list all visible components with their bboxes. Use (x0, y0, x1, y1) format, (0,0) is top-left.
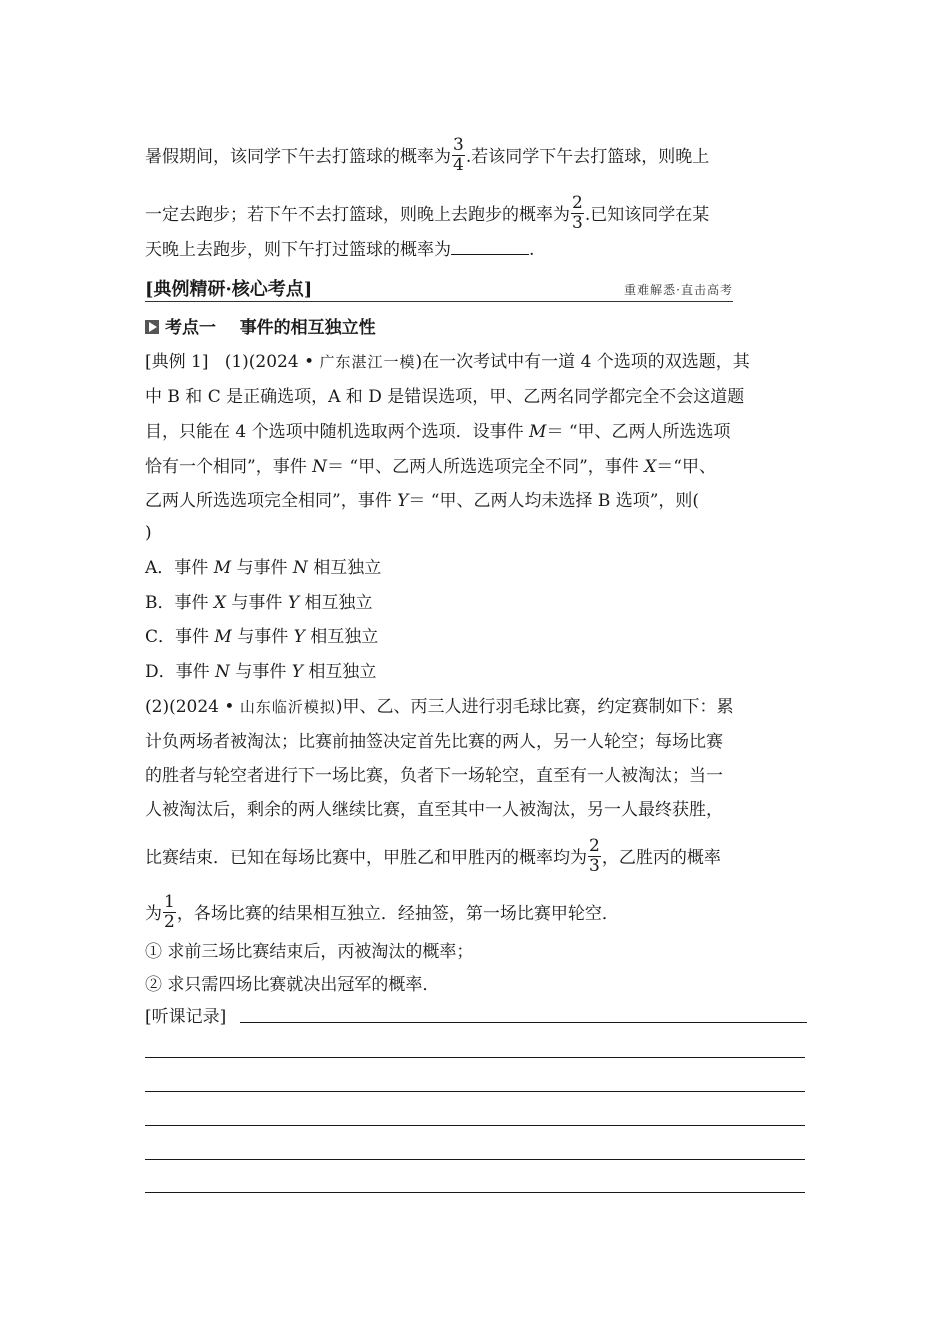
text: 计负两场者被淘汰；比赛前抽签决定首先比赛的两人，另一人轮空；每场比赛 (145, 732, 723, 752)
text: 相互独立 (299, 593, 373, 613)
text: 乙两人所选选项完全相同”，事件 (145, 491, 398, 511)
fraction (452, 136, 465, 175)
text: 天晚上去跑步，则下午打过篮球的概率为 (145, 240, 451, 260)
example-p2-line-1 (145, 695, 733, 719)
text: 与事件 (226, 593, 288, 613)
text: ) (145, 523, 152, 543)
example-line-2 (145, 385, 744, 409)
text: ＝ “甲、乙两人所选选项 (546, 422, 731, 442)
fraction-numerator: 1 (164, 892, 175, 912)
notes-line-2[interactable] (145, 1091, 805, 1092)
text: ＝“甲、 (656, 457, 716, 477)
variable: Y (287, 593, 300, 613)
fraction (588, 837, 601, 876)
fraction-numerator: 2 (589, 836, 600, 856)
variable: Y (293, 627, 305, 647)
example-p2-line-4 (145, 798, 723, 822)
text: 一定去跑步；若下午不去打篮球，则晚上去跑步的概率为 (145, 205, 570, 225)
text: .若该同学下午去打篮球，则晚上 (465, 147, 710, 167)
intro-line-1 (145, 135, 710, 177)
text: 中 B 和 C 是正确选项，A 和 D 是错误选项，甲、乙两名同学都完全不会这道题 (145, 387, 745, 407)
variable: Y (397, 491, 409, 511)
play-icon (145, 320, 159, 334)
text: ＝ “甲、乙两人均未选择 B 选项”，则( (408, 491, 700, 511)
answer-blank (451, 238, 529, 255)
text: (1)(2024 • (224, 352, 320, 372)
fraction-denominator: 2 (164, 912, 175, 932)
example-p2-line-3 (145, 764, 723, 788)
source-label: 山东临沂模拟 (239, 698, 336, 716)
fraction-denominator: 4 (453, 155, 464, 175)
text: 相互独立 (304, 627, 379, 647)
variable: Y (291, 662, 303, 682)
example-p2-line-2 (145, 730, 723, 754)
fraction-denominator: 3 (572, 213, 583, 233)
example-tag: [典例 1] (145, 352, 209, 372)
notes-line-0[interactable] (240, 1022, 807, 1023)
example-line-4 (145, 455, 716, 479)
text: ② 求只需四场比赛就决出冠军的概率． (145, 975, 440, 995)
text: 与事件 (231, 627, 294, 647)
text: .已知该同学在某 (584, 205, 710, 225)
fraction (571, 194, 584, 233)
kaodian-heading (145, 316, 376, 340)
variable: X (644, 457, 657, 477)
example-p2-line-6 (145, 892, 619, 934)
text: C．事件 (145, 627, 215, 647)
notes-line-3[interactable] (145, 1125, 805, 1126)
text: A．事件 (145, 558, 214, 578)
fraction-numerator: 3 (453, 135, 464, 155)
option-a (145, 556, 381, 580)
text: D．事件 (145, 662, 216, 682)
kaodian-title: 事件的相互独立性 (239, 318, 376, 338)
option-b (145, 591, 372, 615)
variable: X (213, 593, 227, 613)
text: B．事件 (145, 593, 214, 613)
notes-line-4[interactable] (145, 1159, 805, 1160)
text: 恰有一个相同”，事件 (145, 457, 313, 477)
variable: M (213, 558, 232, 578)
example-line-5 (145, 489, 699, 513)
text: 与事件 (229, 662, 292, 682)
text: ，各场比赛的结果相互独立．经抽签，第一场比赛甲轮空． (176, 904, 619, 924)
text: )在一次考试中有一道 4 个选项的双选题，其 (415, 352, 750, 372)
text: 人被淘汰后，剩余的两人继续比赛，直至其中一人被淘汰，另一人最终获胜， (145, 800, 723, 820)
text: 暑假期间，该同学下午去打篮球的概率为 (145, 147, 451, 167)
example-p2-line-5 (145, 836, 721, 878)
kaodian-label: 考点一 (165, 318, 216, 338)
example-line-6 (145, 521, 152, 545)
intro-line-3 (145, 238, 534, 262)
fraction-denominator: 3 (589, 856, 600, 876)
section-header (145, 273, 733, 302)
text: ，乙胜丙的概率 (601, 848, 721, 868)
option-d (145, 660, 376, 684)
section-title: [典例精研·核心考点] (145, 279, 313, 300)
notes-line-5[interactable] (145, 1192, 805, 1193)
text: 比赛结束．已知在每场比赛中，甲胜乙和甲胜丙的概率均为 (145, 848, 587, 868)
text: ① 求前三场比赛结束后，丙被淘汰的概率； (145, 942, 474, 962)
text: . (529, 240, 535, 260)
variable: M (529, 422, 547, 442)
text: 相互独立 (307, 558, 382, 578)
variable: M (214, 627, 232, 647)
variable: N (312, 457, 327, 477)
text: 与事件 (231, 558, 293, 578)
text: 相互独立 (302, 662, 377, 682)
intro-line-2 (145, 193, 710, 235)
notes-label (145, 1005, 226, 1029)
source-label: 广东湛江一模 (319, 353, 416, 371)
question-1 (145, 940, 473, 964)
text: 为 (145, 904, 162, 924)
text: (2)(2024 • (145, 697, 240, 717)
example-line-1 (145, 350, 750, 374)
text: 的胜者与轮空者进行下一场比赛，负者下一场轮空，直至有一人被淘汰；当一 (145, 766, 723, 786)
question-2 (145, 973, 439, 997)
variable: N (292, 558, 308, 578)
notes-line-1[interactable] (145, 1057, 805, 1058)
option-c (145, 625, 378, 649)
text: )甲、乙、丙三人进行羽毛球比赛，约定赛制如下：累 (335, 697, 734, 717)
section-subtitle: 重难解悉·直击高考 (624, 283, 733, 297)
text: 目，只能在 4 个选项中随机选取两个选项．设事件 (145, 422, 530, 442)
example-line-3 (145, 420, 731, 444)
text: [听课记录] (145, 1007, 227, 1027)
fraction-numerator: 2 (572, 193, 583, 213)
text: ＝ “甲、乙两人所选选项完全不同”，事件 (326, 457, 645, 477)
variable: N (215, 662, 230, 682)
fraction (163, 893, 176, 932)
